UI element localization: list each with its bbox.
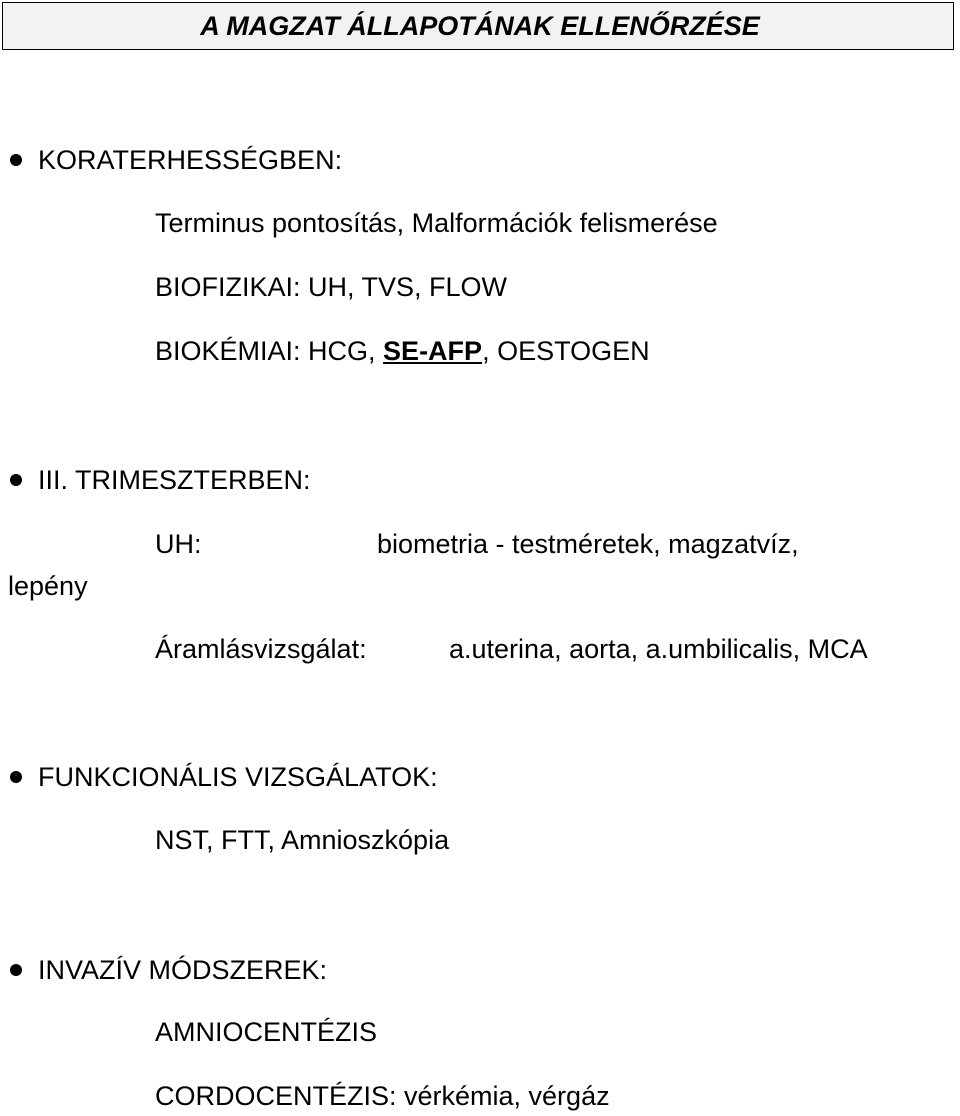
- section-heading-third-trimester: III. TRIMESZTERBEN:: [38, 465, 311, 495]
- first-trimester-biochem: [155, 333, 650, 369]
- invasive-item-cordocentesis: CORDOCENTÉZIS: vérkémia, vérgáz: [155, 1081, 610, 1111]
- first-trimester-line-2: BIOFIZIKAI: UH, TVS, FLOW: [155, 272, 508, 302]
- invasive-item-amniocentesis: AMNIOCENTÉZIS: [155, 1017, 378, 1047]
- first-trimester-line-1: Terminus pontosítás, Malformációk felismerése: [155, 208, 718, 238]
- bullet-icon: [10, 771, 22, 783]
- bullet-icon: [10, 154, 22, 166]
- section-heading-invasive: INVAZÍV MÓDSZEREK:: [38, 955, 328, 985]
- uh-value-continued: lepény: [8, 571, 88, 601]
- page-title: A MAGZAT ÁLLAPOTÁNAK ELLENŐRZÉSE: [200, 11, 760, 41]
- section-heading-functional: FUNKCIONÁLIS VIZSGÁLATOK:: [38, 762, 438, 792]
- functional-value: NST, FTT, Amnioszkópia: [155, 825, 450, 855]
- uh-label: UH:: [155, 529, 202, 559]
- section-heading-first-trimester: KORATERHESSÉGBEN:: [38, 145, 343, 175]
- biochem-suffix: , OESTOGEN: [482, 336, 650, 366]
- flow-value: a.uterina, aorta, a.umbilicalis, MCA: [449, 634, 868, 664]
- biochem-highlight: SE-AFP: [383, 336, 483, 366]
- bullet-icon: [10, 964, 22, 976]
- flow-label: Áramlásvizsgálat:: [155, 634, 367, 664]
- uh-value: biometria - testméretek, magzatvíz,: [377, 529, 799, 559]
- bullet-icon: [10, 474, 22, 486]
- biochem-prefix: BIOKÉMIAI: HCG,: [155, 336, 384, 366]
